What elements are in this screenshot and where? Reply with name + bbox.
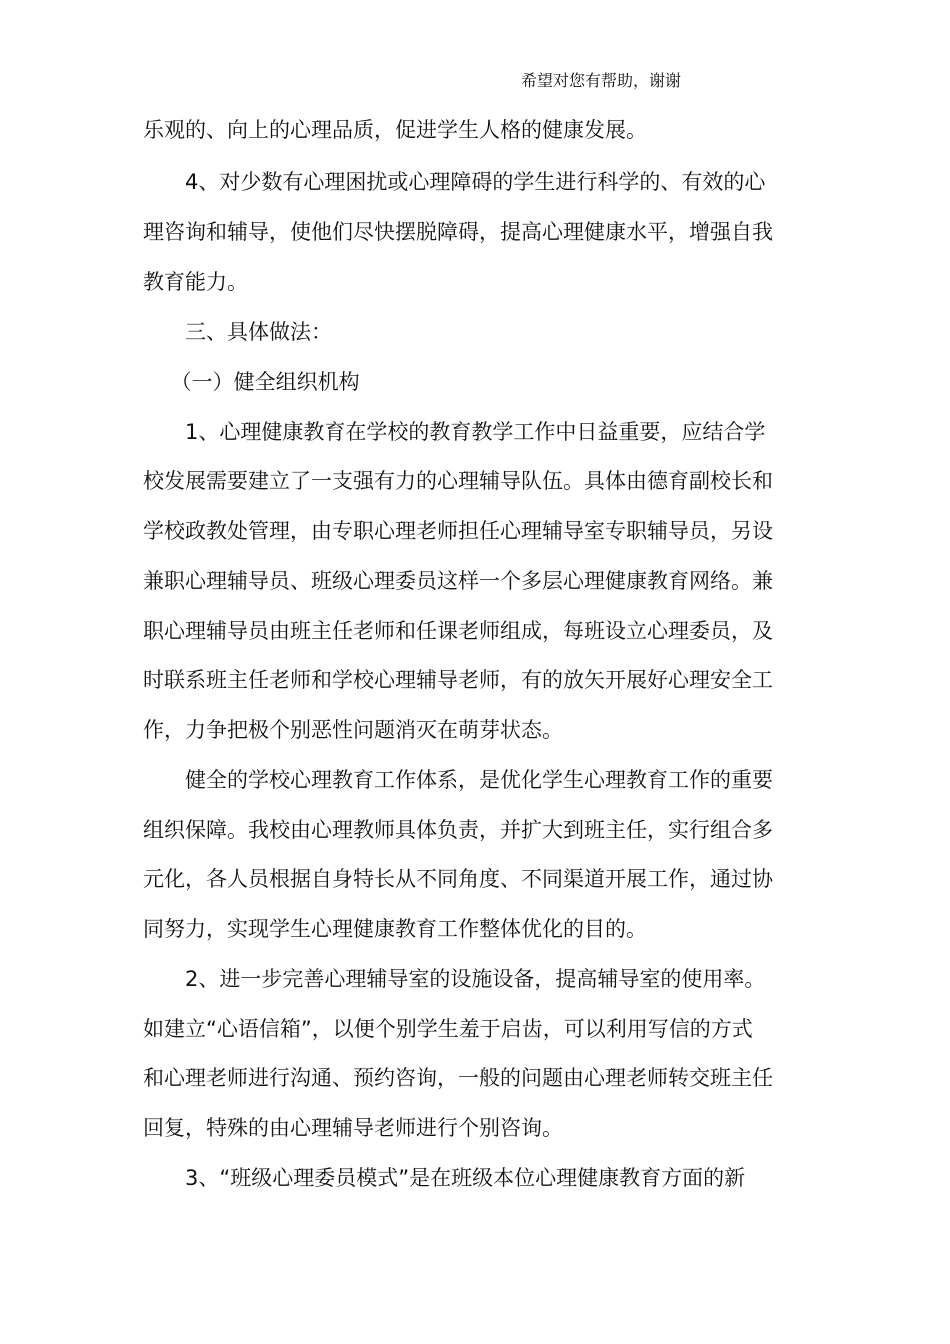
text-line: 和心理老师进行沟通、预约咨询，一般的问题由心理老师转交班主任 <box>143 1066 773 1090</box>
text-line: 健全的学校心理教育工作体系，是优化学生心理教育工作的重要 <box>143 768 773 792</box>
text-line: 1、心理健康教育在学校的教育教学工作中日益重要，应结合学 <box>143 420 766 444</box>
text-line: 校发展需要建立了一支强有力的心理辅导队伍。具体由德育副校长和 <box>143 469 773 493</box>
text-line: 教育能力。 <box>143 270 248 294</box>
text-line: 如建立“心语信箱”，以便个别学生羞于启齿，可以利用写信的方式 <box>143 1017 753 1041</box>
text-line: 4、对少数有心理困扰或心理障碍的学生进行科学的、有效的心 <box>143 170 766 194</box>
text-line: 理咨询和辅导，使他们尽快摆脱障碍，提高心理健康水平，增强自我 <box>143 220 773 244</box>
text-line: （一）健全组织机构 <box>143 370 360 394</box>
text-line: 3、“班级心理委员模式”是在班级本位心理健康教育方面的新 <box>143 1166 746 1190</box>
text-line: 元化，各人员根据自身特长从不同角度、不同渠道开展工作，通过协 <box>143 867 773 891</box>
text-line: 学校政教处管理，由专职心理老师担任心理辅导室专职辅导员，另设 <box>143 519 773 543</box>
text-line: 兼职心理辅导员、班级心理委员这样一个多层心理健康教育网络。兼 <box>143 569 773 593</box>
text-line: 2、进一步完善心理辅导室的设施设备，提高辅导室的使用率。 <box>143 967 766 991</box>
text-line: 同努力，实现学生心理健康教育工作整体优化的目的。 <box>143 917 647 941</box>
text-line: 乐观的、向上的心理品质，促进学生人格的健康发展。 <box>143 118 647 142</box>
text-line: 职心理辅导员由班主任老师和任课老师组成，每班设立心理委员，及 <box>143 619 773 643</box>
text-line: 回复，特殊的由心理辅导老师进行个别咨询。 <box>143 1116 563 1140</box>
text-line: 时联系班主任老师和学校心理辅导老师，有的放矢开展好心理安全工 <box>143 668 773 692</box>
text-line: 三、具体做法： <box>143 320 332 344</box>
text-line: 作，力争把极个别恶性问题消灭在萌芽状态。 <box>143 718 563 742</box>
text-line: 组织保障。我校由心理教师具体负责，并扩大到班主任，实行组合多 <box>143 818 773 842</box>
header-note: 希望对您有帮助，谢谢 <box>521 71 682 90</box>
